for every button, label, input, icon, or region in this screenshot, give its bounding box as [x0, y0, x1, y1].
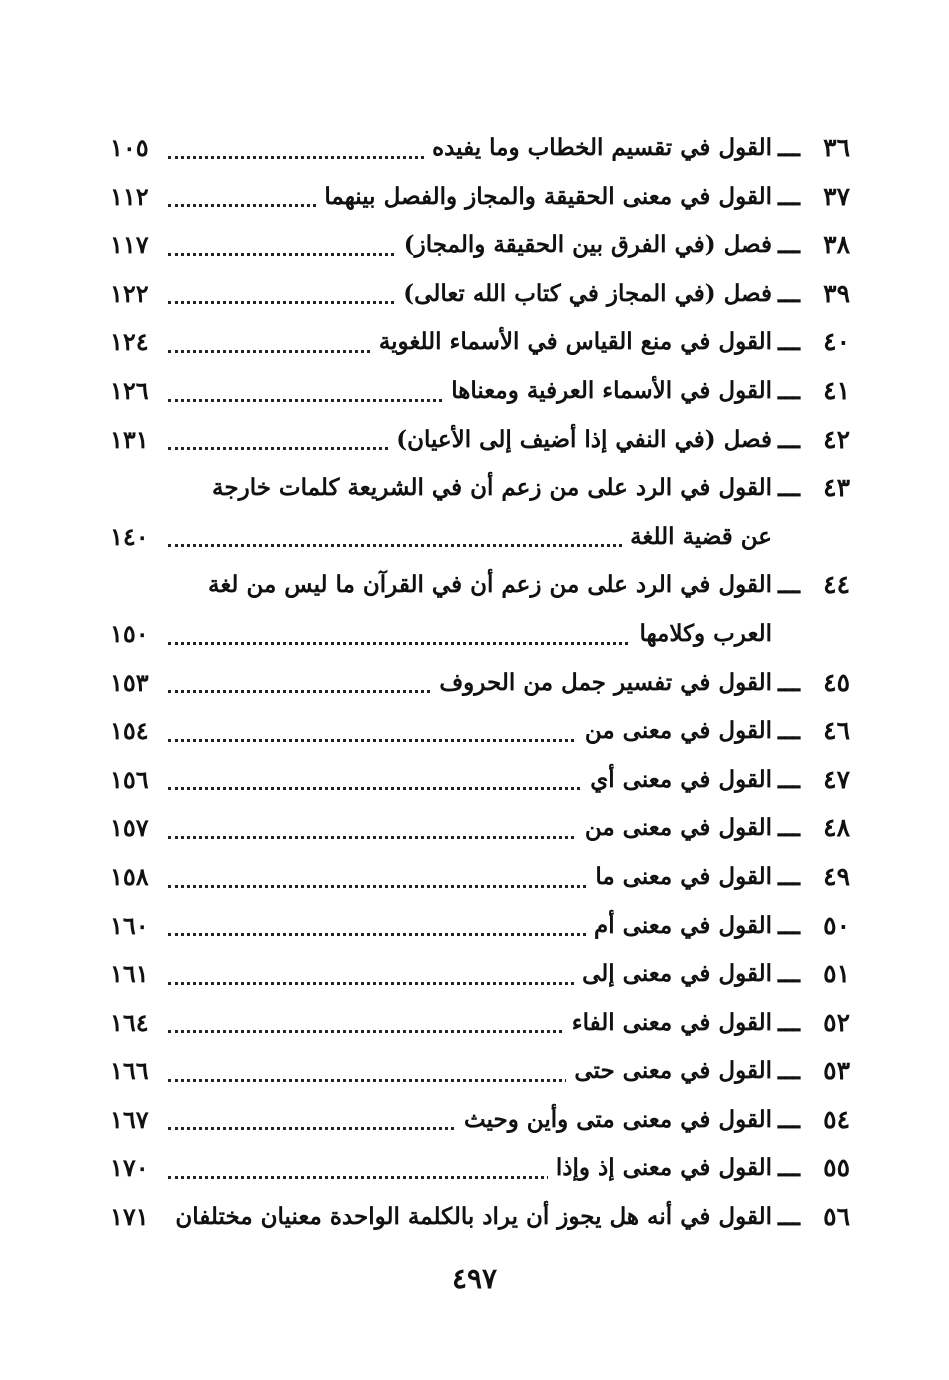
toc-entry — [110, 270, 850, 319]
entry-dash: ـــ — [778, 327, 800, 357]
entry-dash: ـــ — [778, 230, 800, 260]
entry-dash: ـــ — [778, 959, 800, 989]
entry-title-continuation: عن قضية اللغة — [622, 513, 772, 561]
entry-page-number: ١٦٠ — [110, 910, 149, 940]
entry-title: القول في معنى ما — [587, 853, 772, 901]
entry-dash: ـــ — [778, 424, 800, 454]
entry-page-number: ١٢٢ — [110, 278, 149, 308]
entry-page-number: ١٥٨ — [110, 861, 149, 891]
entry-number: ٣٧ — [823, 181, 850, 211]
entry-number: ٤٣ — [823, 473, 850, 503]
entry-number: ٣٩ — [823, 278, 850, 308]
entry-title: القول في الرد على من زعم أن في القرآن ما ليس من لغة — [200, 561, 772, 609]
entry-title: القول في أنه هل يجوز أن يراد بالكلمة الواحدة معنيان مختلفان — [167, 1193, 772, 1241]
entry-number: ٥١ — [823, 959, 850, 989]
entry-title: القول في الرد على من زعم أن في الشريعة كلمات خارجة — [204, 464, 772, 512]
entry-dash: ـــ — [778, 861, 800, 891]
entry-page-number: ١٠٥ — [110, 133, 149, 162]
entry-dash: ـــ — [778, 716, 800, 746]
entry-page-number: ١٢٤ — [110, 327, 149, 357]
entry-number: ٤٤ — [823, 570, 850, 600]
entry-page-number: ١٢٦ — [110, 375, 149, 405]
entry-title: القول في منع القياس في الأسماء اللغوية — [371, 318, 772, 366]
toc-entry — [110, 416, 850, 465]
entry-title: القول في معنى أم — [586, 902, 772, 950]
entry-number: ٤٨ — [823, 813, 850, 843]
entry-title: القول في معنى من — [577, 804, 772, 852]
entry-number: ٤٧ — [823, 764, 850, 794]
entry-dash: ـــ — [778, 473, 800, 503]
toc-entry — [110, 853, 850, 902]
entry-title: القول في الأسماء العرفية ومعناها — [443, 367, 772, 415]
toc-entry — [110, 1144, 850, 1193]
entry-page-number: ١٤٠ — [110, 521, 149, 551]
entry-dash: ـــ — [778, 1007, 800, 1037]
toc-entry — [110, 221, 850, 270]
entry-page-number: ١٦٤ — [110, 1007, 149, 1037]
entry-title: القول في معنى الفاء — [564, 999, 772, 1047]
entry-title: القول في معنى الحقيقة والمجاز والفصل بينهما — [316, 173, 772, 221]
entry-dash: ـــ — [778, 1202, 800, 1232]
entry-title: فصل (في الفرق بين الحقيقة والمجاز) — [396, 221, 772, 269]
entry-dash: ـــ — [778, 375, 800, 405]
toc-entry — [110, 1096, 850, 1145]
entry-title: القول في معنى متى وأين وحيث — [456, 1096, 772, 1144]
entry-number: ٥٥ — [823, 1153, 850, 1183]
entry-dash: ـــ — [778, 278, 800, 308]
entry-page-number: ١٣١ — [110, 424, 149, 454]
toc-entry — [110, 999, 850, 1048]
entry-number: ٥٣ — [823, 1056, 850, 1086]
entry-number: ٥٤ — [823, 1104, 850, 1134]
entry-page-number: ١٥٦ — [110, 764, 149, 794]
entry-title: القول في معنى حتى — [566, 1047, 772, 1095]
entry-title: فصل (في المجاز في كتاب الله تعالى) — [395, 270, 772, 318]
entry-number: ٤٦ — [823, 716, 850, 746]
entry-dash: ـــ — [778, 133, 800, 162]
toc-entry — [110, 464, 850, 513]
entry-number: ٤٥ — [823, 667, 850, 697]
entry-title: القول في معنى من — [577, 707, 772, 755]
entry-number: ٥٠ — [823, 910, 850, 940]
toc-entry — [110, 707, 850, 756]
toc-entry — [110, 173, 850, 222]
entry-page-number: ١٥٧ — [110, 813, 149, 843]
entry-page-number: ١٧٠ — [110, 1153, 149, 1183]
entry-title: القول في معنى إلى — [574, 950, 772, 998]
entry-dash: ـــ — [778, 1153, 800, 1183]
entry-number: ٥٢ — [823, 1007, 850, 1037]
entry-page-number: ١٥٣ — [110, 667, 149, 697]
entry-title: القول في معنى أي — [582, 756, 772, 804]
entry-number: ٤٢ — [823, 424, 850, 454]
entry-number: ٣٨ — [823, 230, 850, 260]
entry-title: القول في تقسيم الخطاب وما يفيده — [424, 124, 772, 172]
page-number: ٤٩٧ — [451, 1262, 498, 1295]
toc-entry — [110, 756, 850, 805]
entry-dash: ـــ — [778, 667, 800, 697]
table-of-contents — [110, 124, 850, 1242]
entry-page-number: ١٥٠ — [110, 618, 149, 648]
entry-dash: ـــ — [778, 1104, 800, 1134]
entry-title-continuation: العرب وكلامها — [631, 610, 772, 658]
entry-number: ٤٠ — [823, 327, 850, 357]
toc-entry — [110, 659, 850, 708]
entry-page-number: ١٦٧ — [110, 1104, 149, 1134]
toc-entry — [110, 1047, 850, 1096]
toc-entry-continuation — [110, 513, 850, 562]
entry-page-number: ١١٢ — [110, 181, 149, 211]
entry-page-number: ١٦١ — [110, 959, 149, 989]
entry-dash: ـــ — [778, 813, 800, 843]
entry-page-number: ١٥٤ — [110, 716, 149, 746]
entry-dash: ـــ — [778, 910, 800, 940]
entry-page-number: ١١٧ — [110, 230, 149, 260]
entry-number: ٥٦ — [823, 1202, 850, 1232]
toc-entry — [110, 950, 850, 999]
entry-number: ٤١ — [823, 375, 850, 405]
toc-entry — [110, 902, 850, 951]
toc-entry — [110, 318, 850, 367]
toc-entry-continuation — [110, 610, 850, 659]
entry-page-number: ١٦٦ — [110, 1056, 149, 1086]
toc-entry — [110, 367, 850, 416]
entry-title: القول في معنى إذ وإذا — [548, 1144, 772, 1192]
toc-entry — [110, 561, 850, 610]
entry-number: ٣٦ — [823, 133, 850, 162]
entry-dash: ـــ — [778, 764, 800, 794]
entry-dash: ـــ — [778, 570, 800, 600]
entry-title: فصل (في النفي إذا أضيف إلى الأعيان) — [388, 416, 772, 464]
entry-dash: ـــ — [778, 1056, 800, 1086]
toc-entry — [110, 804, 850, 853]
toc-entry — [110, 1193, 850, 1242]
entry-page-number: ١٧١ — [110, 1202, 149, 1232]
entry-number: ٤٩ — [823, 861, 850, 891]
entry-title: القول في تفسير جمل من الحروف — [431, 659, 772, 707]
entry-dash: ـــ — [778, 181, 800, 211]
toc-entry — [110, 124, 850, 173]
